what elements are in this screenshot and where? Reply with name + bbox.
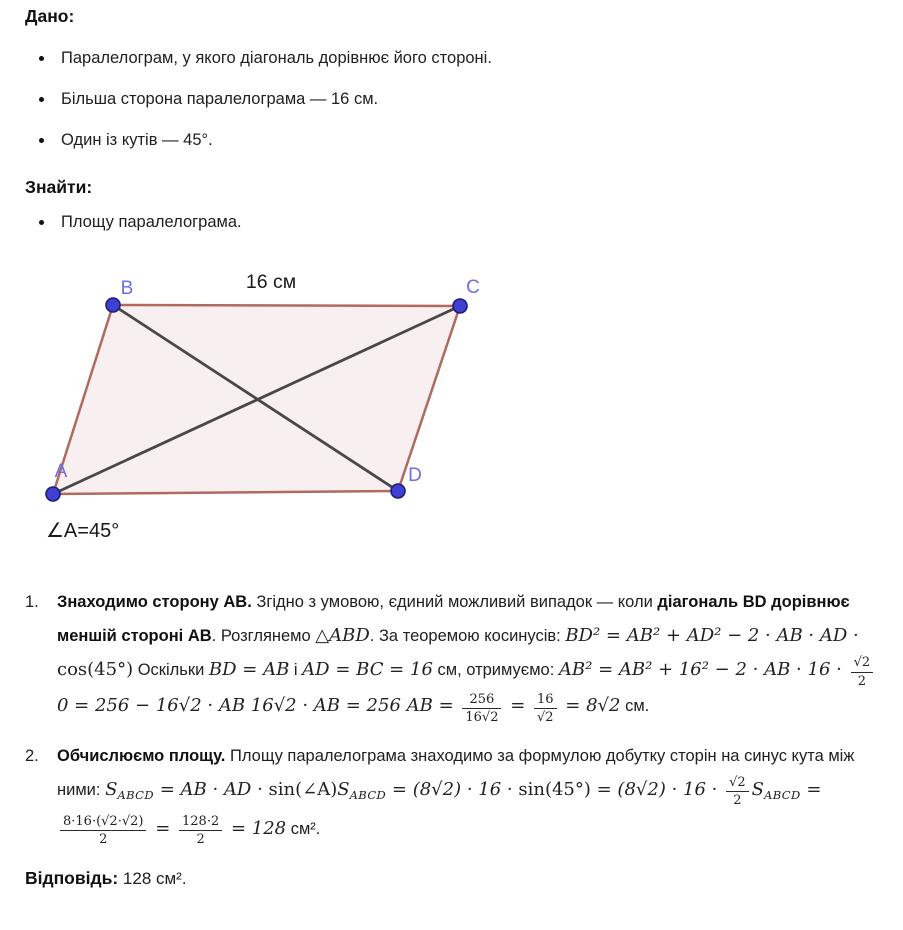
step-lead: Обчислюємо площу.: [57, 746, 226, 765]
math-run: △ABD: [315, 625, 370, 646]
math-run: AB² = AB² + 16² − 2 · AB · 16 ·: [558, 659, 848, 680]
step-text: Площу паралелограма знаходимо за формулою добутку сторін на синус кута між ними:: [57, 746, 855, 799]
vertex-point-a: [46, 487, 60, 501]
fraction-numerator: 128·2: [179, 814, 222, 832]
vertex-label-b: B: [120, 278, 134, 299]
fraction-denominator: 2: [857, 673, 866, 689]
step-text: . Розглянемо: [211, 627, 316, 645]
answer-value: 128 см².: [118, 869, 187, 889]
vertex-point-d: [391, 484, 405, 498]
math-subscript: ABCD: [349, 787, 387, 802]
vertex-label-d: D: [408, 465, 422, 486]
step-text: см².: [286, 819, 321, 838]
math-run: = 128: [225, 817, 287, 839]
list-item: [25, 211, 881, 233]
math-run: =: [504, 695, 532, 717]
find-list: [25, 211, 881, 233]
fraction-numerator: √2: [726, 775, 749, 793]
vertex-point-b: [106, 298, 120, 312]
fraction: [851, 655, 874, 689]
fraction-denominator: 16√2: [465, 710, 499, 726]
step-text: і: [289, 661, 303, 679]
bullet-icon: [39, 138, 44, 143]
given-item-text: Один із кутів — 45°.: [61, 131, 213, 149]
bullet-icon: [39, 220, 44, 225]
given-heading: Дано:: [25, 6, 75, 26]
math-subscript: ABCD: [764, 787, 801, 802]
math-run: BD = AB: [208, 659, 290, 680]
fraction-numerator: 8·16·(√2·√2): [60, 814, 146, 832]
math-function: sin(∠A): [268, 778, 338, 800]
fraction: [60, 814, 146, 848]
math-variable: S: [751, 778, 764, 800]
math-run: = 8√2: [559, 695, 621, 717]
fraction: [462, 692, 501, 726]
answer-line: [25, 868, 881, 889]
fraction: [726, 775, 749, 809]
find-item-text: Площу паралелограма.: [61, 213, 242, 231]
given-item-text: Більша сторона паралелограма — 16 см.: [61, 90, 379, 108]
fraction-denominator: 2: [733, 793, 742, 809]
math-variable: S: [105, 778, 118, 800]
math-function: cos(45°): [57, 659, 134, 680]
fraction-denominator: √2: [537, 710, 554, 726]
math-function: sin(45°): [518, 778, 591, 800]
step-lead: Знаходимо сторону AB.: [57, 593, 252, 611]
fraction: [179, 814, 222, 848]
step-bold-text: діагональ BD дорівнює меншій стороні AB: [57, 593, 850, 645]
math-run: AD = BC = 16: [302, 659, 433, 680]
math-run: BD² = AB² + AD² − 2 · AB · AD ·: [565, 625, 859, 646]
vertex-label-a: A: [54, 461, 68, 482]
step-text: Оскільки: [133, 661, 209, 679]
list-item: [25, 129, 881, 151]
math-run: =: [149, 817, 176, 839]
fraction-numerator: 256: [462, 692, 501, 710]
step-text: см.: [620, 697, 650, 716]
given-list: [25, 47, 881, 151]
fraction-numerator: 16: [534, 692, 557, 710]
list-item: [25, 88, 881, 110]
math-run: = AB · AD ·: [154, 778, 269, 800]
step-text: см, отримуємо:: [432, 661, 559, 679]
step-text: Згідно з умовою, єдиний можливий випадок — коли: [251, 593, 658, 611]
fraction-denominator: 2: [99, 832, 108, 848]
given-item-text: Паралелограм, у якого діагональ дорівнює його стороні.: [61, 49, 492, 67]
parallelogram-diagram: [25, 255, 881, 560]
math-run: 0 = 256 − 16√2 · AB 16√2 · AB = 256 AB =: [57, 695, 460, 717]
fraction-numerator: √2: [851, 655, 874, 673]
solution-step-1: [25, 586, 881, 726]
solution-step-2: [25, 740, 881, 848]
math-subscript: ABCD: [117, 787, 154, 802]
side-length-label: 16 см: [245, 271, 297, 293]
list-item: [25, 47, 881, 69]
step-text: . За теоремою косинусів:: [369, 627, 566, 645]
math-run: = (8√2) · 16 ·: [590, 778, 724, 800]
fraction: [534, 692, 557, 726]
step-content: [57, 740, 881, 848]
answer-label: Відповідь:: [25, 868, 119, 889]
step-content: [57, 586, 881, 726]
math-run: =: [800, 778, 822, 800]
vertex-point-c: [453, 299, 467, 313]
fraction-denominator: 2: [196, 832, 205, 848]
math-variable: S: [337, 778, 350, 800]
angle-label: ∠A=45°: [46, 520, 120, 542]
math-run: = (8√2) · 16 ·: [386, 778, 519, 800]
vertex-label-c: C: [466, 277, 480, 298]
step-number: 1.: [25, 593, 39, 611]
bullet-icon: [39, 97, 44, 102]
step-number: 2.: [25, 746, 39, 765]
geometry-figure: [25, 255, 505, 555]
solution-steps: [25, 586, 881, 848]
bullet-icon: [39, 56, 44, 61]
find-heading: Знайти:: [25, 177, 93, 197]
